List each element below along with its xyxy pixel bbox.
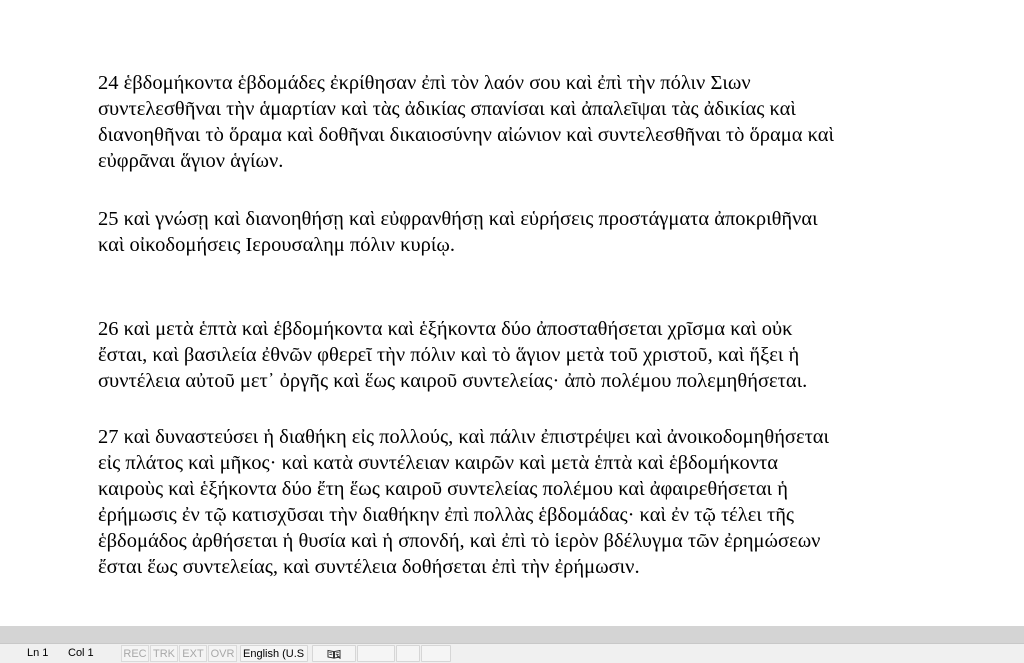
text-line: συντέλεια αὐτοῦ μετ᾽ ὀργῆς καὶ ἕως καιροῦ συντελείας· ἀπὸ πολέμου πολεμηθήσεται. — [98, 370, 808, 392]
text-line: εὐφρᾶναι ἅγιον ἁγίων. — [98, 150, 284, 172]
text-line: ἔσται, καὶ βασιλεία ἐθνῶν φθερεῖ τὴν πόλιν καὶ τὸ ἅγιον μετὰ τοῦ χριστοῦ, καὶ ἥξει ἡ — [98, 344, 800, 366]
column-number-indicator[interactable]: Col 1 — [68, 647, 94, 659]
text-line: ἔσται ἕως συντελείας, καὶ συντέλεια δοθήσεται ἐπὶ τὴν ἐρήμωσιν. — [98, 556, 640, 578]
text-line: διανοηθῆναι τὸ ὅραμα καὶ δοθῆναι δικαιοσύνην αἰώνιον καὶ συντελεσθῆναι τὸ ὅραμα καὶ — [98, 124, 834, 146]
record-macro-indicator[interactable]: REC — [121, 645, 149, 662]
status-field-empty[interactable] — [396, 645, 420, 662]
text-line: ἐρήμωσις ἐν τῷ κατισχῦσαι τὴν διαθήκην ἐπὶ πολλὰς ἑβδομάδας· καὶ ἐν τῷ τέλει τῆς — [98, 504, 795, 526]
text-line: συντελεσθῆναι τὴν ἁμαρτίαν καὶ τὰς ἀδικίας σπανίσαι καὶ ἀπαλεῖψαι τὰς ἀδικίας καὶ — [98, 98, 796, 120]
overtype-indicator[interactable]: OVR — [208, 645, 237, 662]
text-line: 26 καὶ μετὰ ἑπτὰ καὶ ἑβδομήκοντα καὶ ἑξήκοντα δύο ἀποσταθήσεται χρῖσμα καὶ οὐκ — [98, 318, 793, 340]
text-line: καιροὺς καὶ ἑξήκοντα δύο ἔτη ἕως καιροῦ συντελείας πολέμου καὶ ἀφαιρεθήσεται ἡ — [98, 478, 788, 500]
status-bar — [0, 643, 1024, 663]
status-field-empty[interactable] — [421, 645, 451, 662]
text-line: ἑβδομάδος ἀρθήσεται ἡ θυσία καὶ ἡ σπονδή, καὶ ἐπὶ τὸ ἱερὸν βδέλυγμα τῶν ἐρημώσεων — [98, 530, 821, 552]
verse-paragraph-24 — [98, 70, 978, 174]
extend-selection-indicator[interactable]: EXT — [179, 645, 207, 662]
page-separator-band — [0, 626, 1024, 643]
text-line: 25 καὶ γνώσῃ καὶ διανοηθήσῃ καὶ εὐφρανθήσῃ καὶ εὑρήσεις προστάγματα ἀποκριθῆναι — [98, 208, 818, 230]
text-line: εἰς πλάτος καὶ μῆκος· καὶ κατὰ συντέλειαν καιρῶν καὶ μετὰ ἑπτὰ καὶ ἑβδομήκοντα — [98, 452, 778, 474]
text-line: 27 καὶ δυναστεύσει ἡ διαθήκη εἰς πολλούς, καὶ πάλιν ἐπιστρέψει καὶ ἀνοικοδομηθήσεται — [98, 426, 830, 448]
track-changes-indicator[interactable]: TRK — [150, 645, 178, 662]
verse-paragraph-27 — [98, 424, 978, 580]
line-number-indicator[interactable]: Ln 1 — [27, 647, 49, 659]
status-field-empty[interactable] — [357, 645, 395, 662]
verse-paragraph-26 — [98, 316, 978, 394]
text-line: 24 ἑβδομήκοντα ἑβδομάδες ἐκρίθησαν ἐπὶ τὸν λαόν σου καὶ ἐπὶ τὴν πόλιν Σιων — [98, 72, 751, 94]
verse-paragraph-25 — [98, 206, 978, 258]
book-icon — [327, 649, 341, 659]
text-line: καὶ οἰκοδομήσεις Ιερουσαλημ πόλιν κυρίῳ. — [98, 234, 455, 256]
language-indicator[interactable]: English (U.S — [240, 645, 308, 662]
spelling-status-indicator[interactable] — [312, 645, 356, 662]
